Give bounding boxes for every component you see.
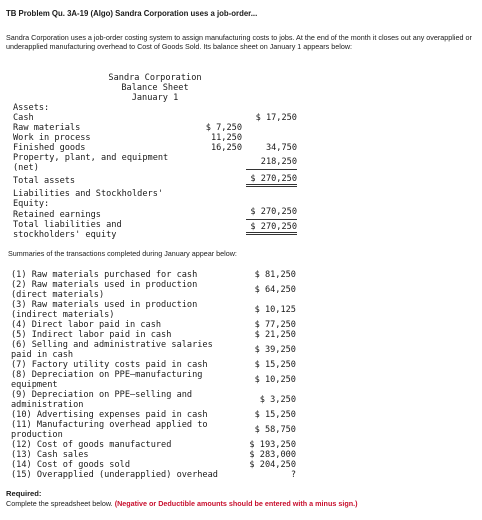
cash-label: Cash <box>13 113 34 123</box>
list-item: (10) Advertising expenses paid in cash <box>11 410 208 420</box>
cash-value: $ 17,250 <box>255 113 297 123</box>
list-item: (1) Raw materials purchased for cash <box>11 270 198 280</box>
wip-value: 11,250 <box>210 133 242 143</box>
required-heading: Required: <box>6 489 42 498</box>
list-item: (3) Raw materials used in production <box>11 300 198 310</box>
list-item: (14) Cost of goods sold <box>11 460 130 470</box>
finished-goods-value: 16,250 <box>210 143 242 153</box>
ppe-label-net: (net) <box>13 163 39 173</box>
company-name: Sandra Corporation <box>108 73 202 83</box>
equity-heading: Equity: <box>13 199 50 209</box>
problem-intro: Sandra Corporation uses a job-order costing system to assign manufacturing costs to jobs. At the end of the month it closes out any overapplied or underapplied manufacturing overhead to Cost of Goods Sold. Its balance sheet on January 1 appears below: <box>6 33 472 52</box>
finished-goods-label: Finished goods <box>13 143 86 153</box>
list-item-value: $ 10,250 <box>254 375 296 385</box>
statement-date: January 1 <box>131 93 179 103</box>
list-item-value: $ 10,125 <box>254 305 296 315</box>
total-assets-label: Total assets <box>13 176 76 186</box>
statement-name: Balance Sheet <box>121 83 189 93</box>
list-item: (9) Depreciation on PPE—selling and <box>11 390 193 400</box>
raw-materials-value: $ 7,250 <box>205 123 242 133</box>
raw-materials-label: Raw materials <box>13 123 81 133</box>
list-item: (2) Raw materials used in production <box>11 280 198 290</box>
list-item: equipment <box>11 380 58 390</box>
list-item: (indirect materials) <box>11 310 115 320</box>
list-item: (direct materials) <box>11 290 105 300</box>
list-item-value: $ 58,750 <box>254 425 296 435</box>
list-item: (5) Indirect labor paid in cash <box>11 330 172 340</box>
list-item-value: $ 21,250 <box>254 330 296 340</box>
list-item-value: $ 77,250 <box>254 320 296 330</box>
list-item: (12) Cost of goods manufactured <box>11 440 172 450</box>
list-item-value: $ 3,250 <box>259 395 296 405</box>
list-item: (8) Depreciation on PPE—manufacturing <box>11 370 203 380</box>
required-text <box>6 499 358 508</box>
list-item-value: $ 15,250 <box>254 410 296 420</box>
ppe-value: 218,250 <box>246 157 297 170</box>
list-item-value: $ 64,250 <box>254 285 296 295</box>
total-le-value: $ 270,250 <box>246 222 297 235</box>
list-item-value: $ 15,250 <box>254 360 296 370</box>
list-item: production <box>11 430 63 440</box>
list-item: (7) Factory utility costs paid in cash <box>11 360 208 370</box>
list-item: (6) Selling and administrative salaries <box>11 340 213 350</box>
ppe-label: Property, plant, and equipment <box>13 153 169 163</box>
total-assets-value: $ 270,250 <box>246 174 297 187</box>
list-item: (15) Overapplied (underapplied) overhead <box>11 470 218 480</box>
list-item-value: ? <box>290 470 296 480</box>
liabilities-heading: Liabilities and Stockholders' <box>13 189 164 199</box>
summary-heading: Summaries of the transactions completed during January appear below: <box>8 249 237 258</box>
retained-earnings-label: Retained earnings <box>13 210 101 220</box>
list-item-value: $ 81,250 <box>254 270 296 280</box>
list-item: (11) Manufacturing overhead applied to <box>11 420 208 430</box>
assets-heading: Assets: <box>13 103 50 113</box>
list-item-value: $ 283,000 <box>249 450 296 460</box>
list-item-value: $ 204,250 <box>249 460 296 470</box>
retained-earnings-value: $ 270,250 <box>246 207 297 220</box>
problem-title: TB Problem Qu. 3A-19 (Algo) Sandra Corporation uses a job-order... <box>6 9 258 18</box>
required-note: (Negative or Deductible amounts should be entered with a minus sign.) <box>114 499 358 508</box>
list-item-value: $ 193,250 <box>249 440 296 450</box>
total-le-label-2: stockholders' equity <box>13 230 117 240</box>
wip-label: Work in process <box>13 133 91 143</box>
total-le-label: Total liabilities and <box>13 220 122 230</box>
list-item-value: $ 39,250 <box>254 345 296 355</box>
list-item: paid in cash <box>11 350 74 360</box>
list-item: (13) Cash sales <box>11 450 89 460</box>
inventory-total: 34,750 <box>265 143 297 153</box>
list-item: (4) Direct labor paid in cash <box>11 320 162 330</box>
required-instruction: Complete the spreadsheet below. <box>6 499 113 508</box>
list-item: administration <box>11 400 84 410</box>
